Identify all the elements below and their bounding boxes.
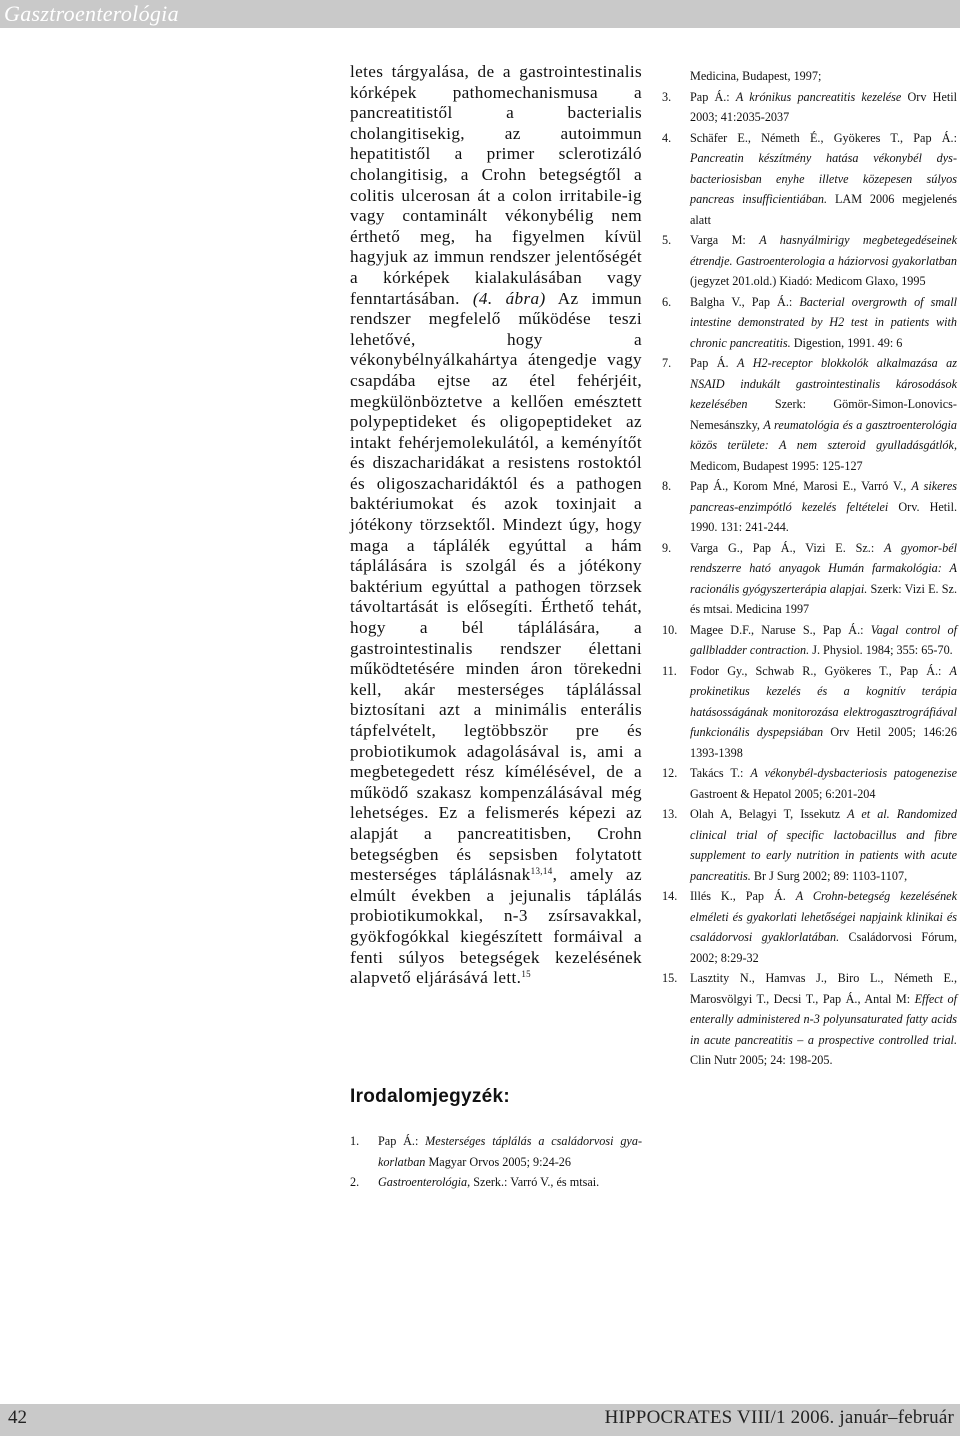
reference-number: 1. [350, 1134, 360, 1148]
reference-number: 11. [662, 663, 677, 678]
reference-text: Pap Á. [690, 356, 738, 370]
reference-title: A vékonybél-dysbacteriosis patogenezise [750, 766, 957, 780]
reference-text: Balgha V., Pap Á.: [690, 294, 800, 309]
reference-list-right [662, 66, 957, 1071]
reference-number: 10. [662, 622, 678, 637]
reference-number: 2. [350, 1175, 360, 1189]
reference-item [662, 763, 957, 804]
reference-number: 8. [662, 479, 672, 493]
reference-item [662, 128, 957, 231]
reference-text: Illés K., Pap Á. [690, 889, 796, 903]
reference-title: A krónikus pancreatitis kezelése [735, 89, 902, 104]
reference-text: Pap Á.: [690, 89, 736, 104]
reference-title: A H2-receptor blokkolók alkalmazása az NSAID indukált gastrointestinalis károsodások kezelésében [690, 356, 957, 411]
reference-text: Orv Hetil 2003; 41:2035-2037 [690, 89, 958, 124]
reference-item [350, 1131, 642, 1172]
reference-text: Pap Á.: [378, 1134, 426, 1148]
reference-text: , Szerk.: Varró V., és mtsai. [467, 1175, 600, 1189]
reference-text: Clin Nutr 2005; 24: 198-205. [690, 1053, 833, 1067]
reference-item [350, 1172, 642, 1193]
reference-number: 3. [662, 89, 672, 104]
reference-item [662, 886, 957, 968]
reference-number: 6. [662, 294, 672, 309]
reference-text: Medicom, Budapest 1995: 125-127 [690, 458, 863, 473]
reference-text: Szerk: Vizi E. Sz. és mtsai. Medicina 1997 [690, 581, 957, 616]
reference-title: Gastroenterológia [378, 1175, 468, 1189]
reference-text: Magyar Orvos 2005; 9:24-26 [425, 1154, 571, 1169]
reference-text: LAM 2006 megjelenés alatt [690, 192, 957, 227]
reference-number: 14. [662, 889, 678, 903]
body-text-column [350, 62, 642, 989]
reference-text: Fodor Gy., Schwab R., Gyökeres T., Pap Á.: [690, 663, 950, 678]
body-paragraph [350, 62, 642, 989]
reference-number: 15. [662, 971, 678, 985]
journal-citation: HIPPOCRATES VIII/1 2006. január–február [604, 1407, 954, 1428]
reference-list-left [350, 1131, 642, 1193]
references-heading: Irodalomjegyzék: [350, 1086, 511, 1107]
reference-title: Vagal control of gallbladder contraction. [690, 622, 957, 657]
reference-text: Takács T.: [690, 766, 751, 780]
reference-title: Bacterial overgrowth of small intestine demonstrated by H2 test in patients with chronic pancreatitis. [690, 294, 957, 350]
reference-text: Orv Hetil 2005; 146:26 1393-1398 [690, 725, 957, 760]
reference-title: A et al. Randomized clinical trial of specific lactobacillus and fibre supplement to early nutrition in patients with acute pancreatitis. [690, 807, 957, 883]
reference-title: A reumatológia és a gasztroenterológia közös területe: A nem szteroid gyulladásgátlók, [690, 417, 957, 452]
page-number: 42 [8, 1407, 27, 1428]
reference-title: A Crohn-betegség kezelésének elméleti és gyakorlati lehetőségei napjaink klinikai és családorvosi gyaklorlatában. [690, 889, 957, 944]
reference-text: Pap Á., Korom Mné, Marosi E., Varró V., [690, 479, 912, 493]
reference-text: Orv. Hetil. 1990. 131: 241-244. [690, 499, 957, 534]
reference-item [662, 476, 957, 538]
figure-reference: (4. ábra) [472, 288, 546, 308]
body-text-part: , amely az elmúlt években a jejunalis táplálás probiotikumokkal, n-3 zsírsavakkal, gyökfogókkal kiegészített formáival a fenti súlyos betegségek kezelésének alapvető eljárásává lett. [350, 865, 642, 988]
reference-text: Gastroent & Hepatol 2005; 6:201-204 [690, 786, 876, 801]
reference-text: J. Physiol. 1984; 355: 65-70. [809, 643, 953, 657]
reference-text: Szerk: Gömör-Simon-Lonovics-Nemesánszky, [690, 397, 957, 432]
reference-number: 4. [662, 130, 672, 145]
reference-title: Mesterséges táplálás a családorvosi gyakorlatban [378, 1134, 642, 1169]
reference-text: Varga G., Pap Á., Vizi E. Sz.: [690, 540, 885, 555]
reference-item [662, 538, 957, 620]
reference-title: Effect of enterally administered n-3 polyunsaturated fatty acids in acute pancreatitis – a prospective controlled trial. [690, 991, 958, 1047]
reference-item [662, 292, 957, 354]
reference-number: 9. [662, 540, 672, 555]
reference-text: Varga M: [690, 233, 760, 247]
reference-text: (jegyzet 201.old.) Kiadó: Medicom Glaxo, 1995 [690, 274, 926, 288]
body-text-part: letes tárgyalása, de a gastrointestinalis kórképek pathomechanismusa a pancreatitistől a bacterialis cholangitisekig, az autoimmun hepatitistől a primer sclerotizáló cholangitisig, a Crohn betegségtől a colitis ulcerosan át a colon irritabile-ig vagy contaminált vékonybélig nem érthető meg, ha figyelmen kívül hagyjuk az immun rendszer jelentőségét a kórképek kialakulásában vagy fenntartásában. [350, 62, 642, 308]
reference-continuation: Medicina, Budapest, 1997; [690, 69, 822, 83]
reference-text: Lasztity N., Hamvas J., Biro L., Németh E., Marosvölgyi T., Decsi T., Pap Á., Antal M: [690, 971, 957, 1006]
body-text-part: Az immun rendszer megfelelő működése teszi lehetővé, hogy a vékonybélnyálkahártya átengedje vagy csapdába ejtse az étel fehérjéit, megkülönböztetve a kellően emésztett polypeptideket és oligopeptideket az intakt fehérjemolekulától, a keményítőt és diszacharidákat a resistens rostoktól és oligoszacharidáktól és a pathogen baktériumokat és azok toxinjait a jótékony törzsektől. Mindezt úgy, hogy maga a táplálék egyúttal a hám táplálására is szolgál és a jótékony baktérium egyúttal a pathogen törzsek távoltartását is elősegíti. Érthető tehát, hogy a bél táplálására, a gastrointestinalis rendszer élettani működtetésére minden áron törekedni kell, akár mesterséges táplálással biztosítani azt a minimális enterális tápfelvételt, legtöbbször pre és probiotikumok adagolásával is, ami a megbetegedett rész kímélésével, de a működő szakasz kompenzálásával még lehetséges. Ez a felismerés képezi az alapját a pancreatitisben, Crohn betegségben és sepsisben folytatott mesterséges táplálásnak [350, 288, 643, 885]
reference-item [662, 620, 957, 661]
reference-text: Olah A, Belagyi T, Issekutz [690, 807, 848, 821]
reference-item [662, 968, 957, 1071]
reference-text: Schäfer E., Németh É., Gyökeres T., Pap Á.: [690, 130, 957, 145]
reference-title: A gyomor-bél rendszerre ható anyagok Humán farmakológia: A racionális gyógyszerterápia alapjai. [690, 540, 957, 596]
reference-number: 12. [662, 766, 678, 780]
reference-text: Br J Surg 2002; 89: 1103-1107, [750, 868, 908, 883]
section-header-bar [0, 0, 960, 28]
reference-item [662, 804, 957, 886]
reference-title: A hasnyálmirigy megbetegedéseinek étrendje. Gastroenterologia a háziorvosi gyakorlatban [690, 233, 957, 268]
reference-text: Családorvosi Fórum, 2002; 8:29-32 [690, 930, 957, 965]
reference-item [662, 87, 957, 128]
reference-item [662, 661, 957, 764]
reference-item [662, 230, 957, 292]
reference-title: Pancreatin készítmény hatása vékonybél dysbacteriosisban enyhe illetve közepesen súlyos pancreas insufficientiában. [690, 151, 957, 206]
reference-title: A prokinetikus kezelés és a kognitív terápia hatásosságának monitorozása elektrogasztrográfiával funkcionális dyspepsiában [690, 663, 957, 739]
reference-number: 13. [662, 807, 678, 821]
reference-number: 5. [662, 233, 672, 247]
reference-title: A sikeres pancreas-enzimpótló kezelés feltételei [690, 479, 957, 514]
reference-text: Digestion, 1991. 49: 6 [790, 335, 903, 350]
reference-number: 7. [662, 356, 672, 370]
reference-item [662, 353, 957, 476]
citation-superscript: 13,14 [530, 866, 553, 877]
citation-superscript: 15 [521, 969, 532, 980]
reference-text: Magee D.F., Naruse S., Pap Á.: [690, 622, 871, 637]
section-title-header: Gasztroenterológia [4, 1, 179, 26]
